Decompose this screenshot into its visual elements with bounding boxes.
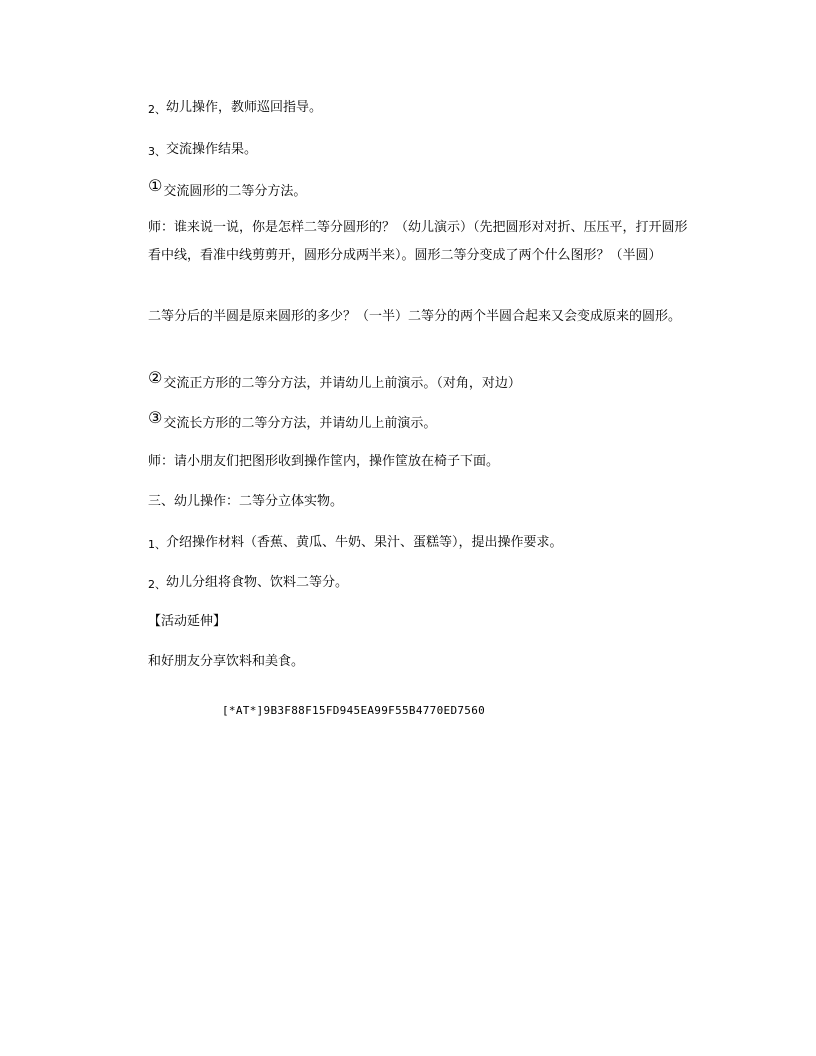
extension-heading — [148, 608, 696, 636]
sub-item-text: 交流正方形的二等分方法，并请幼儿上前演示。（对角，对边） — [163, 376, 521, 391]
sub-item-1 — [148, 176, 696, 206]
paragraph-text: 二等分后的半圆是原来圆形的多少？（一半）二等分的两个半圆合起来又会变成原来的圆形。 — [148, 309, 682, 324]
sub-item-text: 交流长方形的二等分方法，并请幼儿上前演示。 — [163, 416, 437, 431]
step-1-line — [148, 529, 696, 559]
step-text: 幼儿操作，教师巡回指导。 — [166, 100, 323, 115]
step-text: 介绍操作材料（香蕉、黄瓜、牛奶、果汁、蛋糕等），提出操作要求。 — [166, 535, 563, 550]
paragraph-text: 和好朋友分享饮料和美食。 — [148, 654, 305, 669]
step-number: 2、 — [148, 578, 166, 591]
step-2b-line — [148, 569, 696, 599]
extension-heading-text: 【活动延伸】 — [148, 614, 227, 629]
step-number: 3、 — [148, 145, 166, 158]
step-text: 交流操作结果。 — [166, 142, 258, 157]
sub-item-text: 交流圆形的二等分方法。 — [163, 184, 307, 199]
teacher-paragraph-1 — [148, 214, 696, 270]
section-heading-text: 三、幼儿操作：二等分立体实物。 — [148, 494, 344, 509]
sub-item-2 — [148, 368, 696, 398]
sub-item-3 — [148, 408, 696, 438]
step-number: 2、 — [148, 103, 166, 116]
document-id-code: [*AT*]9B3F88F15FD945EA99F55B4770ED7560 — [222, 704, 486, 717]
section-3-heading — [148, 488, 696, 516]
circled-number-3-icon: ③ — [148, 408, 163, 427]
circled-number-2-icon: ② — [148, 368, 163, 387]
step-number: 1、 — [148, 538, 166, 551]
paragraph-text: 师：请小朋友们把图形收到操作筐内，操作筐放在椅子下面。 — [148, 454, 500, 469]
step-2-line — [148, 94, 696, 124]
step-3-line — [148, 136, 696, 166]
paragraph-text: 师：谁来说一说，你是怎样二等分圆形的？（幼儿演示）（先把圆形对对折、压压平，打开圆形看中线，看准中线剪剪开，圆形分成两半来）。圆形二等分变成了两个什么图形？（半圆） — [148, 220, 688, 263]
extension-paragraph — [148, 648, 696, 676]
teacher-paragraph-2 — [148, 448, 696, 476]
step-text: 幼儿分组将食物、饮料二等分。 — [166, 575, 349, 590]
circled-number-1-icon: ① — [148, 176, 163, 195]
paragraph-half — [148, 303, 696, 331]
